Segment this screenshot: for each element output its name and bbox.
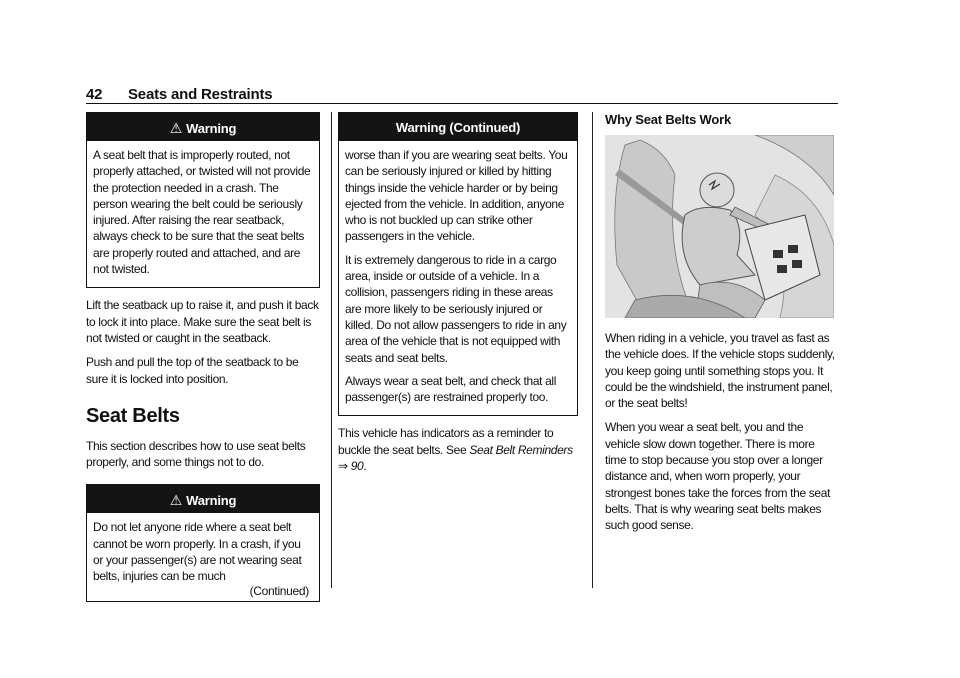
- paragraph: This section describes how to use seat belts properly, and some things not to do.: [86, 438, 306, 470]
- column-divider: [592, 112, 593, 588]
- section-title: Seats and Restraints: [128, 86, 273, 103]
- warning-text: Always wear a seat belt, and check that all passenger(s) are restrained properly too.: [345, 373, 557, 405]
- warning-icon: ⚠: [169, 120, 183, 136]
- warning-box: [86, 112, 320, 288]
- paragraph: Push and pull the top of the seatback to be sure it is locked into position.: [86, 355, 299, 386]
- column-2: [338, 112, 578, 482]
- warning-box-continued: [338, 112, 578, 416]
- warning-box: [86, 484, 320, 601]
- paragraph: Lift the seatback up to raise it, and push it back to lock it into place. Make sure the seat belt is not twisted or caught in the seatback.: [86, 298, 319, 345]
- warning-title: Warning: [186, 121, 237, 136]
- warning-text: Do not let anyone ride where a seat belt cannot be worn properly. In a crash, if you or your passenger(s) are not wearing seat belts, injuries can be much: [93, 520, 302, 584]
- warning-icon: ⚠: [169, 492, 183, 509]
- cross-reference-page[interactable]: 90: [350, 459, 364, 474]
- page-number: 42: [86, 86, 103, 103]
- paragraph: This vehicle has indicators as a reminder to buckle the seat belts. See Seat Belt Reminders ⇒ 90.: [338, 426, 573, 474]
- paragraph: When you wear a seat belt, you and the vehicle slow down together. There is more time to stop because you stop over a longer distance and, when worn properly, your strongest bones take the forces from the seat belts. That is why wearing seat belts makes such good sense.: [605, 420, 831, 533]
- warning-header: [87, 113, 319, 141]
- warning-text: It is extremely dangerous to ride in a cargo area, inside or outside of a vehicle. In a collision, passengers riding in these areas are more likely to be seriously injured or killed. Do not allow passengers to ride in any area of the vehicle that is not equipped with seats and seat belts.: [345, 252, 567, 365]
- warning-text: A seat belt that is improperly routed, not properly attached, or twisted will not provide the protection needed in a crash. The person wearing the belt could be seriously injured. After raising the rear seatback, always check to be sure that the seat belts are properly routed and attached, and are not twisted.: [93, 148, 311, 277]
- column-3: [605, 112, 837, 542]
- warning-header: Warning (Continued): [339, 113, 577, 141]
- warning-header: [87, 485, 319, 513]
- warning-text: worse than if you are wearing seat belts. You can be seriously injured or killed by hitting things inside the vehicle harder or by being ejected from the vehicle. In addition, anyone who is not buckled up can strike other passengers in the vehicle.: [345, 148, 568, 244]
- column-divider: [331, 112, 332, 588]
- page-header: [86, 86, 838, 108]
- section-heading: Seat Belts: [86, 404, 180, 427]
- subsection-heading: Why Seat Belts Work: [605, 112, 731, 127]
- page-ref-icon: ⇒: [338, 459, 348, 474]
- paragraph: When riding in a vehicle, you travel as fast as the vehicle does. If the vehicle stops suddenly, you keep going until something stops you. It could be the windshield, the instrument panel, or the seat belts!: [605, 331, 835, 411]
- warning-title: Warning: [186, 493, 237, 509]
- continued-label: (Continued): [249, 583, 309, 598]
- column-1: [86, 112, 320, 611]
- header-rule: [86, 103, 838, 104]
- cross-reference-link[interactable]: Seat Belt Reminders: [469, 442, 573, 457]
- seat-belt-illustration: [605, 135, 834, 318]
